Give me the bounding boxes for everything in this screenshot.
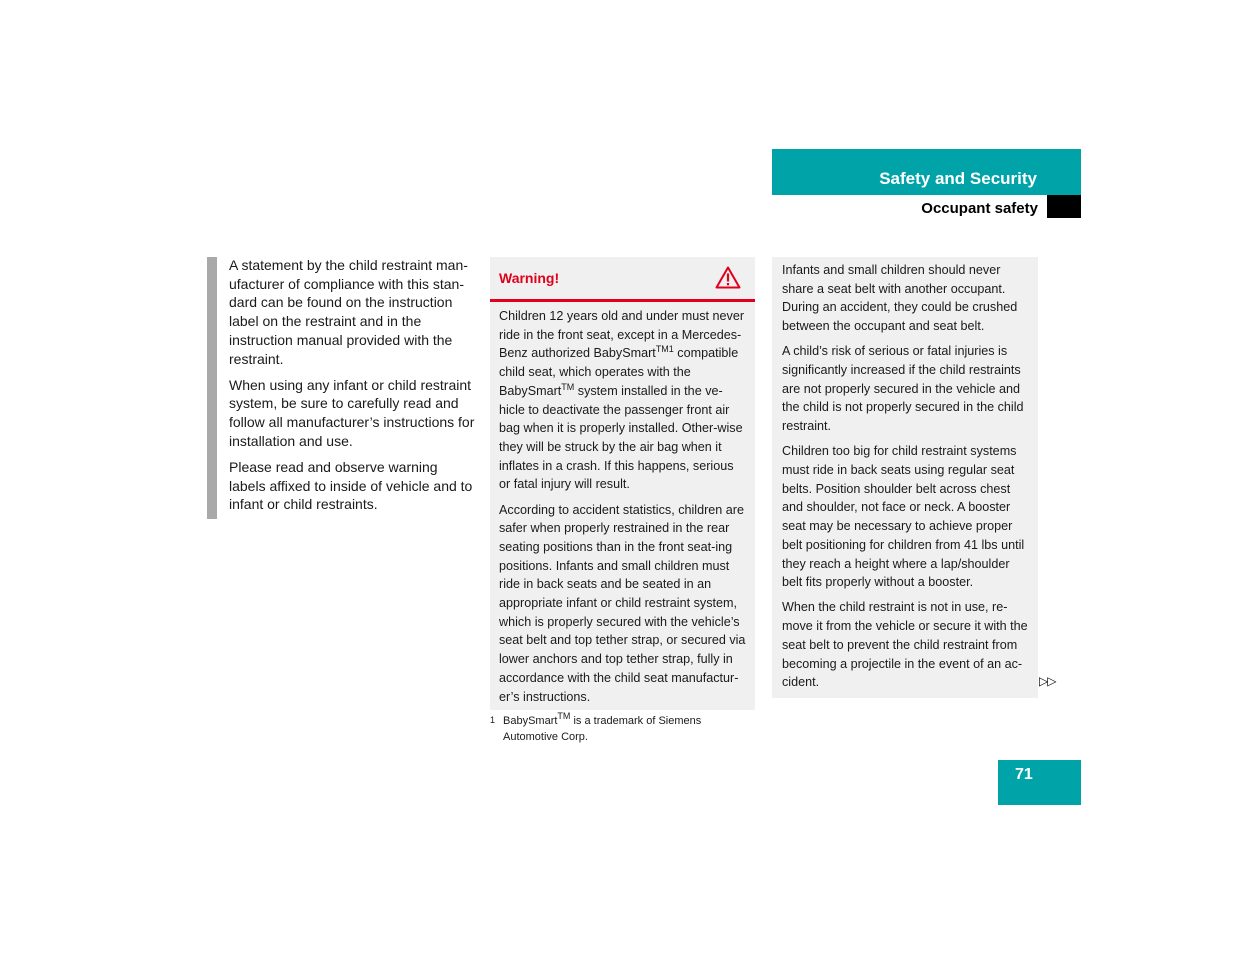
section-title: Safety and Security [879, 169, 1037, 188]
column-1-text [229, 256, 477, 522]
section-marker-tab [1047, 195, 1081, 218]
warning-title: Warning! [499, 270, 560, 286]
warning-box [490, 257, 755, 710]
warning-body [490, 302, 755, 706]
page-number-box [998, 760, 1081, 805]
paragraph: When using any infant or child restraint system, be sure to carefully read and follow all manufacturer’s instructions for installation and use. [229, 376, 475, 449]
continued-arrows-icon: ▷▷ [1039, 674, 1056, 688]
note-side-bar [207, 257, 217, 519]
footnote-text: BabySmart™ is a trademark of Siemens Automotive Corp. [503, 711, 702, 743]
warning-paragraph: According to accident statistics, children are safer when properly restrained in the rear seating positions than in the front seat-ing positions. Infants and small children must ride in back seats and be seated in an appropriate infant or child restraint system, which is properly secured with the vehicle’s seat belt and top tether strap, or secured via lower anchors and top tether strap, fully in accordance with the child seat manufactur-er’s instructions. [499, 502, 746, 704]
warning-paragraph: Children 12 years old and under must never ride in the front seat, except in a Mercedes-Benz authorized BabySmart$^{TM1}$ compatible child seat, which operates with the BabySmart™ system installed in the ve-hicle to deactivate the passenger front air bag when it is properly installed. Other-wise they will be struck by the air bag when it inflates in a crash. If this happens, serious or fatal injury will result. [499, 309, 745, 492]
warning-triangle-icon [715, 266, 741, 289]
paragraph: A child’s risk of serious or fatal injuries is significantly increased if the child restraints are not properly secured in the vehicle and the child is not properly secured in the child restraint. [782, 344, 1024, 434]
footnote [490, 713, 755, 745]
paragraph: Children too big for child restraint systems must ride in back seats using regular seat belts. Position shoulder belt across chest and shoulder, not face or neck. A booster seat may be necessary to achieve proper belt positioning for children from 41 lbs until they reach a height where a lap/shoulder belt fits properly without a booster. [782, 444, 1025, 590]
paragraph: A statement by the child restraint man-ufacturer of compliance with this stan-dard can be found on the instruction label on the restraint and in the instruction manual provided with the restraint. [229, 257, 468, 367]
paragraph: When the child restraint is not in use, re-move it from the vehicle or secure it with the seat belt to prevent the child restraint from becoming a projectile in the event of an ac-cident. [782, 600, 1028, 690]
paragraph: Please read and observe warning labels affixed to inside of vehicle and to infant or child restraints. [229, 459, 473, 513]
warning-header [490, 257, 755, 302]
column-3-panel [772, 257, 1038, 698]
subsection-title: Occupant safety [921, 200, 1038, 217]
section-header-band [772, 149, 1081, 195]
column-3-text [772, 257, 1038, 692]
page-number: 71 [1015, 766, 1033, 783]
paragraph: Infants and small children should never share a seat belt with another occupant. During an accident, they could be crushed between the occupant and seat belt. [782, 263, 1018, 334]
footnote-mark: 1 [490, 715, 496, 725]
